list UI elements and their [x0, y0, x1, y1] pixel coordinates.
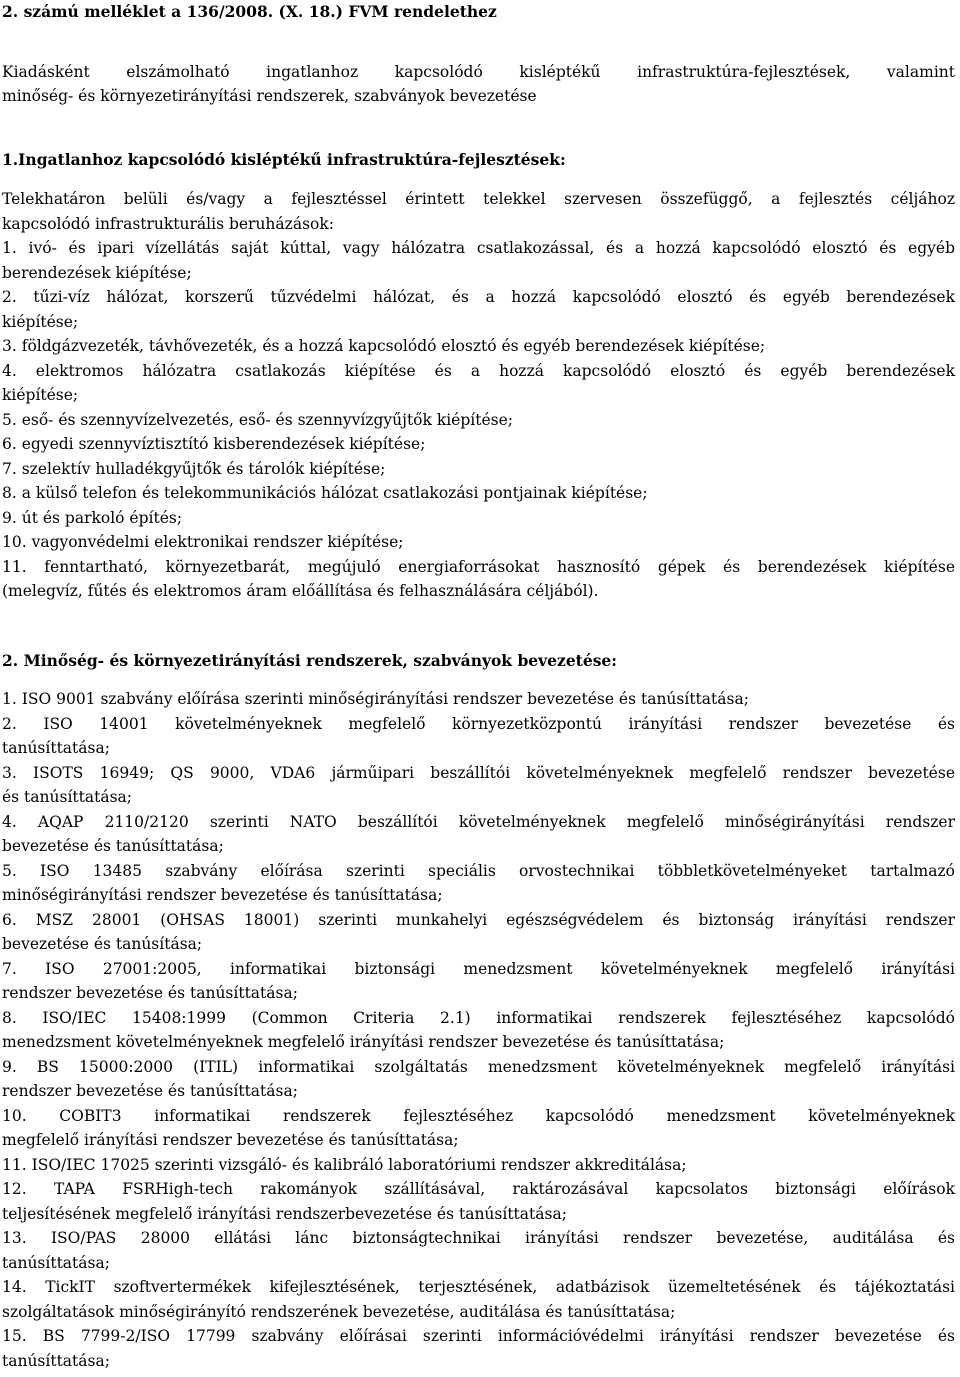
list-item-line: minőségirányítási rendszer bevezetése és tanúsíttatása; [2, 886, 443, 904]
list-item-line: 2. ISO 14001 követelményeknek megfelelő környezetközpontú irányítási rendszer bevezetése és [2, 714, 955, 733]
list-item [2, 1275, 955, 1324]
list-item-line: 14. TickIT szoftvertermékek kifejlesztésének, terjesztésének, adatbázisok üzemeltetésének és tájékoztatási [2, 1278, 955, 1296]
section-2-list [2, 687, 955, 1373]
section-intro-line: Telekhatáron belüli és/vagy a fejlesztéssel érintett telekkel szervesen összefüggő, a fejlesztés céljához [2, 190, 955, 208]
list-item [2, 1104, 955, 1153]
section-1-list [2, 236, 955, 604]
list-item [2, 810, 955, 859]
list-item [2, 506, 955, 531]
list-item-line: 4. AQAP 2110/2120 szerinti NATO beszállítói követelményeknek megfelelő minőségirányítási rendszer [2, 812, 955, 831]
list-item-line: 6. egyedi szennyvíztisztító kisberendezések kiépítése; [2, 435, 426, 453]
list-item-line: berendezések kiépítése; [2, 263, 192, 282]
list-item-line: 6. MSZ 28001 (OHSAS 18001) szerinti munkahelyi egészségvédelem és biztonság irányítási rendszer [2, 910, 955, 929]
list-item [2, 236, 955, 285]
list-item-line: 15. BS 7799-2/ISO 17799 szabvány előírásai szerinti információvédelmi irányítási rendszer bevezetése és [2, 1327, 955, 1345]
list-item-line: megfelelő irányítási rendszer bevezetése és tanúsíttatása; [2, 1131, 459, 1149]
list-item-line: rendszer bevezetése és tanúsíttatása; [2, 984, 298, 1002]
list-item [2, 359, 955, 408]
list-item-line: szolgáltatások minőségirányító rendszerének bevezetése, auditálása és tanúsíttatása; [2, 1302, 676, 1321]
list-item-line: kiépítése; [2, 386, 79, 404]
subtitle-line: Kiadásként elszámolható ingatlanhoz kapcsolódó kisléptékű infrastruktúra-fejlesztések, valamint [2, 62, 955, 81]
list-item [2, 334, 955, 359]
list-item-line: tanúsíttatása; [2, 739, 110, 757]
list-item-line: rendszer bevezetése és tanúsíttatása; [2, 1082, 298, 1100]
list-item-line: 9. BS 15000:2000 (ITIL) informatikai szolgáltatás menedzsment követelményeknek megfelelő irányítási [2, 1057, 955, 1076]
list-item-line: 11. fenntartható, környezetbarát, megújuló energiaforrásokat hasznosító gépek és berendezések kiépítése [2, 557, 955, 576]
list-item [2, 408, 955, 433]
list-item [2, 457, 955, 482]
list-item [2, 1055, 955, 1104]
list-item-line: 4. elektromos hálózatra csatlakozás kiépítése és a hozzá kapcsolódó elosztó és egyéb berendezések [2, 361, 955, 380]
list-item-line: 11. ISO/IEC 17025 szerinti vizsgáló- és kalibráló laboratóriumi rendszer akkreditálása; [2, 1155, 687, 1174]
list-item [2, 859, 955, 908]
section-intro-line: kapcsolódó infrastrukturális beruházások: [2, 214, 334, 233]
list-item-line: 12. TAPA FSRHigh-tech rakományok szállításával, raktározásával kapcsolatos biztonsági előírások [2, 1180, 955, 1198]
list-item-line: menedzsment követelményeknek megfelelő irányítási rendszer bevezetése és tanúsíttatása; [2, 1033, 725, 1051]
list-item-line: tanúsíttatása; [2, 1253, 110, 1272]
document-subtitle [2, 60, 955, 109]
list-item-line: (melegvíz, fűtés és elektromos áram előállítása és felhasználására céljából). [2, 582, 599, 600]
list-item-line: 2. tűzi-víz hálózat, korszerű tűzvédelmi hálózat, és a hozzá kapcsolódó elosztó és egyéb berendezések [2, 288, 955, 306]
list-item-line: 3. ISOTS 16949; QS 9000, VDA6 járműipari beszállítói követelményeknek megfelelő rendszer bevezetése [2, 763, 955, 782]
document-title: 2. számú melléklet a 136/2008. (X. 18.) FVM rendelethez [2, 2, 497, 21]
section-1-heading: 1.Ingatlanhoz kapcsolódó kisléptékű infrastruktúra-fejlesztések: [2, 149, 566, 169]
list-item-line: kiépítése; [2, 312, 79, 331]
list-item [2, 1006, 955, 1055]
list-item [2, 530, 955, 555]
list-item-line: és tanúsíttatása; [2, 788, 132, 806]
list-item-line: teljesítésének megfelelő irányítási rendszerbevezetése és tanúsíttatása; [2, 1204, 567, 1223]
list-item [2, 761, 955, 810]
section-2-heading: 2. Minőség- és környezetirányítási rendszerek, szabványok bevezetése: [2, 650, 618, 670]
list-item-line: 5. ISO 13485 szabvány előírása szerinti speciális orvostechnikai többletkövetelményeket tartalmazó [2, 861, 955, 880]
list-item-line: bevezetése és tanúsíttatása; [2, 837, 224, 855]
list-item [2, 1177, 955, 1226]
list-item-line: 1. ISO 9001 szabvány előírása szerinti minőségirányítási rendszer bevezetése és tanúsíttatása; [2, 690, 749, 708]
list-item [2, 555, 955, 604]
list-item-line: tanúsíttatása; [2, 1351, 110, 1370]
list-item [2, 687, 955, 712]
list-item-line: 7. szelektív hulladékgyűjtők és tárolók kiépítése; [2, 459, 386, 478]
list-item-line: 8. a külső telefon és telekommunikációs hálózat csatlakozási pontjainak kiépítése; [2, 484, 648, 502]
list-item [2, 908, 955, 957]
list-item-line: bevezetése és tanúsítása; [2, 935, 203, 953]
list-item-line: 10. vagyonvédelmi elektronikai rendszer kiépítése; [2, 533, 404, 551]
list-item [2, 1324, 955, 1373]
list-item [2, 432, 955, 457]
list-item-line: 7. ISO 27001:2005, informatikai biztonsági menedzsment követelményeknek megfelelő irányítási [2, 959, 955, 978]
list-item-line: 13. ISO/PAS 28000 ellátási lánc biztonságtechnikai irányítási rendszer bevezetése, auditálása és [2, 1229, 955, 1247]
section-1-body [2, 187, 955, 604]
list-item [2, 481, 955, 506]
list-item-line: 8. ISO/IEC 15408:1999 (Common Criteria 2.1) informatikai rendszerek fejlesztéséhez kapcsolódó [2, 1008, 955, 1027]
list-item-line: 5. eső- és szennyvízelvezetés, eső- és szennyvízgyűjtők kiépítése; [2, 410, 513, 429]
list-item [2, 712, 955, 761]
list-item [2, 957, 955, 1006]
list-item [2, 1153, 955, 1178]
list-item-line: 1. ivó- és ipari vízellátás saját kúttal, vagy hálózatra csatlakozással, és a hozzá kapcsolódó elosztó és egyéb [2, 239, 955, 257]
list-item-line: 3. földgázvezeték, távhővezeték, és a hozzá kapcsolódó elosztó és egyéb berendezések kiépítése; [2, 337, 766, 355]
list-item-line: 10. COBIT3 informatikai rendszerek fejlesztéséhez kapcsolódó menedzsment követelményeknek [2, 1106, 955, 1125]
document-page [2, 0, 955, 1373]
list-item-line: 9. út és parkoló építés; [2, 508, 183, 527]
list-item [2, 285, 955, 334]
list-item [2, 1226, 955, 1275]
subtitle-line: minőség- és környezetirányítási rendszerek, szabványok bevezetése [2, 87, 537, 105]
